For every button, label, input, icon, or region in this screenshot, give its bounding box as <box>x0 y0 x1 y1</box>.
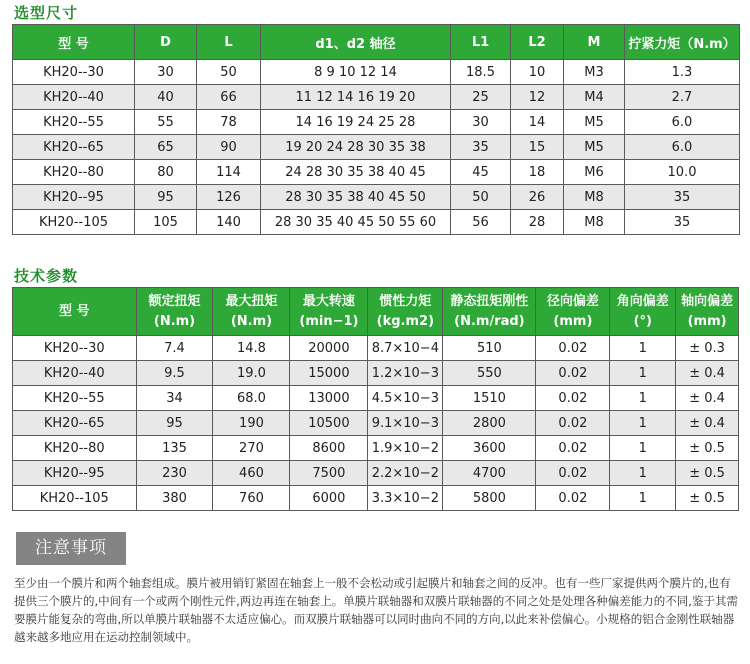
model-cell: KH20--80 <box>13 160 135 185</box>
header-cell: L1 <box>451 25 511 60</box>
selection-dimensions-title: 选型尺寸 <box>14 4 79 22</box>
technical-parameters-title: 技术参数 <box>14 267 79 285</box>
table-row <box>13 135 740 160</box>
table-cell: 105 <box>135 210 197 235</box>
table-cell: 1 <box>610 461 676 486</box>
header-unit: (N.m) <box>230 313 273 329</box>
table-cell: 3.3×10−2 <box>368 486 443 511</box>
table-header-row <box>13 288 739 336</box>
table-cell: 95 <box>135 185 197 210</box>
table-cell: 14.8 <box>213 336 290 361</box>
table-cell: M5 <box>564 135 625 160</box>
table-cell: 10500 <box>290 411 368 436</box>
notice-title: 注意事项 <box>16 532 126 565</box>
notice-paragraph: 至少由一个膜片和两个轴套组成。膜片被用销钉紧固在轴套上一般不会松动或引起膜片和轴套之间的反冲。也有一些厂家提供两个膜片的,也有提供三个膜片的,中间有一个或两个刚性元件,两边再连在轴套上。单膜片联轴器和双膜片联轴器的不同之处是处理各种偏差能力的不同,鉴于其需要膜片能复杂的弯曲,所以单膜片联轴器不太适应偏心。而双膜片联轴器可以同时曲向不同的方向,以此来补偿偏心。小规格的铝合金刚性联轴器越来越多地应用在运动控制领域中。 <box>14 576 738 644</box>
table-cell: 35 <box>625 210 740 235</box>
table-cell: 3600 <box>443 436 536 461</box>
table-cell: 0.02 <box>536 461 610 486</box>
table-row <box>13 210 740 235</box>
table-row <box>13 185 740 210</box>
table-cell: 6.0 <box>625 110 740 135</box>
header-unit: (mm) <box>687 313 727 329</box>
table-cell: 28 30 35 40 45 50 55 60 <box>261 210 451 235</box>
header-label: 轴向偏差 <box>681 293 734 309</box>
header-cell <box>676 288 739 336</box>
table-cell: 2.2×10−2 <box>368 461 443 486</box>
table-cell: 380 <box>136 486 213 511</box>
table-cell: ± 0.5 <box>676 461 739 486</box>
table-row <box>13 60 740 85</box>
table-row <box>13 85 740 110</box>
table-header-row <box>13 25 740 60</box>
model-cell: KH20--105 <box>13 210 135 235</box>
table-cell: 12 <box>511 85 564 110</box>
table-cell: 1.9×10−2 <box>368 436 443 461</box>
header-label: 角向偏差 <box>616 293 669 309</box>
table-cell: 126 <box>197 185 261 210</box>
table-cell: M8 <box>564 210 625 235</box>
table-cell: 8600 <box>290 436 368 461</box>
table-cell: 13000 <box>290 386 368 411</box>
table-cell: 135 <box>136 436 213 461</box>
table-cell: 20000 <box>290 336 368 361</box>
table-cell: 550 <box>443 361 536 386</box>
header-cell <box>368 288 443 336</box>
header-label: 惯性力矩 <box>379 293 432 309</box>
table-cell: 19.0 <box>213 361 290 386</box>
model-cell: KH20--55 <box>13 386 137 411</box>
table-row <box>13 160 740 185</box>
table-cell: 0.02 <box>536 336 610 361</box>
header-cell: M <box>564 25 625 60</box>
table-cell: 34 <box>136 386 213 411</box>
table-cell: 35 <box>451 135 511 160</box>
header-unit: (N.m/rad) <box>454 313 525 329</box>
header-unit: (mm) <box>553 313 593 329</box>
model-cell: KH20--40 <box>13 361 137 386</box>
table-cell: 19 20 24 28 30 35 38 <box>261 135 451 160</box>
table-cell: 78 <box>197 110 261 135</box>
model-cell: KH20--95 <box>13 461 137 486</box>
table-cell: 270 <box>213 436 290 461</box>
table-cell: 0.02 <box>536 411 610 436</box>
model-cell: KH20--80 <box>13 436 137 461</box>
table-cell: 8.7×10−4 <box>368 336 443 361</box>
table-cell: ± 0.4 <box>676 386 739 411</box>
header-label: 径向偏差 <box>546 293 599 309</box>
table-row <box>13 461 739 486</box>
table-cell: M3 <box>564 60 625 85</box>
table-cell: 1.2×10−3 <box>368 361 443 386</box>
table-cell: 95 <box>136 411 213 436</box>
table-cell: 24 28 30 35 38 40 45 <box>261 160 451 185</box>
header-cell <box>290 288 368 336</box>
table-cell: 90 <box>197 135 261 160</box>
model-cell: KH20--95 <box>13 185 135 210</box>
header-cell: L2 <box>511 25 564 60</box>
table-cell: 26 <box>511 185 564 210</box>
table-cell: 1 <box>610 386 676 411</box>
table-cell: ± 0.4 <box>676 361 739 386</box>
table-cell: 1 <box>610 486 676 511</box>
table-cell: ± 0.4 <box>676 411 739 436</box>
header-cell: 拧紧力矩（N.m） <box>625 25 740 60</box>
table-row <box>13 411 739 436</box>
model-cell: KH20--30 <box>13 60 135 85</box>
header-cell: D <box>135 25 197 60</box>
table-cell: 1 <box>610 361 676 386</box>
table-cell: 25 <box>451 85 511 110</box>
table-cell: 80 <box>135 160 197 185</box>
table-row <box>13 436 739 461</box>
header-cell <box>213 288 290 336</box>
table-cell: 1510 <box>443 386 536 411</box>
table-cell: 0.02 <box>536 361 610 386</box>
model-cell: KH20--65 <box>13 411 137 436</box>
model-cell: KH20--65 <box>13 135 135 160</box>
table-row <box>13 486 739 511</box>
table-cell: 30 <box>135 60 197 85</box>
table-cell: 5800 <box>443 486 536 511</box>
table-cell: 35 <box>625 185 740 210</box>
table-cell: 18 <box>511 160 564 185</box>
table-cell: 7500 <box>290 461 368 486</box>
table-cell: 9.5 <box>136 361 213 386</box>
table-cell: 28 30 35 38 40 45 50 <box>261 185 451 210</box>
table-cell: 66 <box>197 85 261 110</box>
table-cell: 65 <box>135 135 197 160</box>
table-cell: 6000 <box>290 486 368 511</box>
table-cell: 4.5×10−3 <box>368 386 443 411</box>
table-cell: 68.0 <box>213 386 290 411</box>
table-row <box>13 361 739 386</box>
table-row <box>13 386 739 411</box>
table-cell: 10.0 <box>625 160 740 185</box>
model-cell: KH20--105 <box>13 486 137 511</box>
model-cell: KH20--55 <box>13 110 135 135</box>
header-unit: (N.m) <box>153 313 196 329</box>
table-cell: 50 <box>197 60 261 85</box>
table-cell: 18.5 <box>451 60 511 85</box>
header-cell <box>136 288 213 336</box>
table-cell: 460 <box>213 461 290 486</box>
header-unit: (kg.m2) <box>376 313 435 329</box>
table-cell: 14 16 19 24 25 28 <box>261 110 451 135</box>
table-cell: 230 <box>136 461 213 486</box>
table-cell: 0.02 <box>536 486 610 511</box>
table-cell: 1 <box>610 336 676 361</box>
selection-dimensions-table <box>12 24 740 235</box>
table-cell: 1 <box>610 436 676 461</box>
header-label: 最大扭矩 <box>225 293 278 309</box>
table-cell: 9.1×10−3 <box>368 411 443 436</box>
table-cell: 40 <box>135 85 197 110</box>
table-cell: 10 <box>511 60 564 85</box>
table-cell: 510 <box>443 336 536 361</box>
table-cell: ± 0.3 <box>676 336 739 361</box>
header-unit: (min−1) <box>299 313 359 329</box>
table-cell: M6 <box>564 160 625 185</box>
header-cell <box>536 288 610 336</box>
table-cell: 0.02 <box>536 436 610 461</box>
table-cell: 760 <box>213 486 290 511</box>
table-cell: 140 <box>197 210 261 235</box>
table-cell: 4700 <box>443 461 536 486</box>
table-cell: 114 <box>197 160 261 185</box>
header-label: 最大转速 <box>302 293 355 309</box>
table-cell: M5 <box>564 110 625 135</box>
technical-parameters-table <box>12 287 739 511</box>
table-cell: 8 9 10 12 14 <box>261 60 451 85</box>
table-cell: 6.0 <box>625 135 740 160</box>
header-cell <box>610 288 676 336</box>
model-cell: KH20--40 <box>13 85 135 110</box>
model-cell: KH20--30 <box>13 336 137 361</box>
header-label: 型 号 <box>59 303 90 319</box>
table-cell: 11 12 14 16 19 20 <box>261 85 451 110</box>
table-cell: M8 <box>564 185 625 210</box>
table-cell: 1 <box>610 411 676 436</box>
header-cell <box>443 288 536 336</box>
header-cell: 型 号 <box>13 25 135 60</box>
table-cell: 2.7 <box>625 85 740 110</box>
table-cell: M4 <box>564 85 625 110</box>
table-cell: 15000 <box>290 361 368 386</box>
header-label: 额定扭矩 <box>148 293 201 309</box>
table-cell: ± 0.5 <box>676 436 739 461</box>
table-cell: 7.4 <box>136 336 213 361</box>
table-row <box>13 336 739 361</box>
table-cell: 0.02 <box>536 386 610 411</box>
table-cell: ± 0.5 <box>676 486 739 511</box>
table-cell: 2800 <box>443 411 536 436</box>
table-cell: 56 <box>451 210 511 235</box>
table-row <box>13 110 740 135</box>
header-unit: (°) <box>633 313 652 329</box>
table-cell: 28 <box>511 210 564 235</box>
table-cell: 14 <box>511 110 564 135</box>
table-cell: 1.3 <box>625 60 740 85</box>
header-cell: d1、d2 轴径 <box>261 25 451 60</box>
table-cell: 30 <box>451 110 511 135</box>
table-cell: 15 <box>511 135 564 160</box>
header-cell <box>13 288 137 336</box>
table-cell: 50 <box>451 185 511 210</box>
table-cell: 55 <box>135 110 197 135</box>
header-label: 静态扭矩刚性 <box>450 293 529 309</box>
header-cell: L <box>197 25 261 60</box>
table-cell: 45 <box>451 160 511 185</box>
table-cell: 190 <box>213 411 290 436</box>
